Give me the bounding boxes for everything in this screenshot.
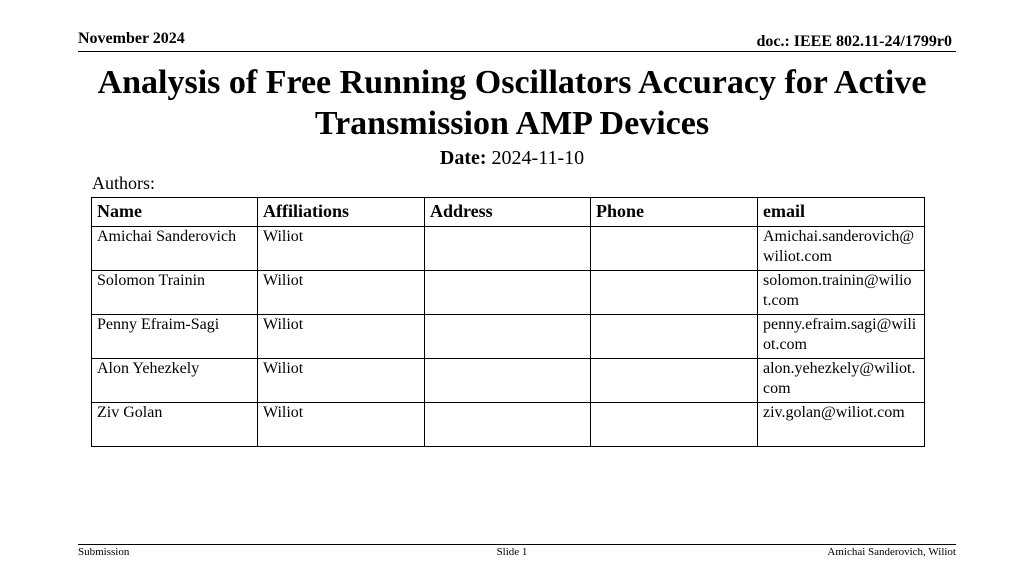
author-address: [425, 315, 591, 359]
table-row: [92, 359, 925, 403]
column-header-address: Address: [425, 198, 591, 227]
author-phone: [591, 227, 758, 271]
author-phone: [591, 403, 758, 447]
author-phone: [591, 271, 758, 315]
author-phone: [591, 315, 758, 359]
author-email: alon.yehezkely@wiliot.com: [758, 359, 925, 403]
author-email: Amichai.sanderovich@wiliot.com: [758, 227, 925, 271]
footer-submission: Submission: [78, 546, 130, 558]
author-phone: [591, 359, 758, 403]
column-header-phone: Phone: [591, 198, 758, 227]
author-address: [425, 403, 591, 447]
author-affiliation: Wiliot: [258, 227, 425, 271]
footer-slide-number: Slide 1: [496, 546, 528, 558]
author-name: Solomon Trainin: [92, 271, 258, 315]
header-date: November 2024: [78, 30, 185, 47]
author-email: ziv.golan@wiliot.com: [758, 403, 925, 447]
author-email: solomon.trainin@wiliot.com: [758, 271, 925, 315]
column-header-affiliations: Affiliations: [258, 198, 425, 227]
table-row: [92, 227, 925, 271]
authors-label: Authors:: [92, 173, 155, 193]
table-header-row: [92, 198, 925, 227]
author-affiliation: Wiliot: [258, 403, 425, 447]
author-address: [425, 227, 591, 271]
date-value: 2024-11-10: [486, 147, 585, 169]
table-row: [92, 271, 925, 315]
table-row: [92, 315, 925, 359]
header-divider: [78, 51, 956, 52]
author-email: penny.efraim.sagi@wiliot.com: [758, 315, 925, 359]
author-name: Penny Efraim-Sagi: [92, 315, 258, 359]
author-name: Ziv Golan: [92, 403, 258, 447]
footer-divider: [78, 544, 956, 545]
date-label: Date:: [439, 147, 487, 169]
author-address: [425, 271, 591, 315]
footer-author: Amichai Sanderovich, Wiliot: [827, 546, 956, 558]
header-doc-id: doc.: IEEE 802.11-24/1799r0: [756, 33, 952, 50]
author-address: [425, 359, 591, 403]
column-header-email: email: [758, 198, 925, 227]
author-affiliation: Wiliot: [258, 315, 425, 359]
slide-title: Analysis of Free Running Oscillators Accuracy for Active Transmission AMP Devices: [97, 64, 927, 142]
column-header-name: Name: [92, 198, 258, 227]
table-row: [92, 403, 925, 447]
date-line: [0, 147, 1024, 170]
author-affiliation: Wiliot: [258, 271, 425, 315]
author-name: Alon Yehezkely: [92, 359, 258, 403]
author-affiliation: Wiliot: [258, 359, 425, 403]
authors-table: [91, 197, 925, 447]
author-name: Amichai Sanderovich: [92, 227, 258, 271]
